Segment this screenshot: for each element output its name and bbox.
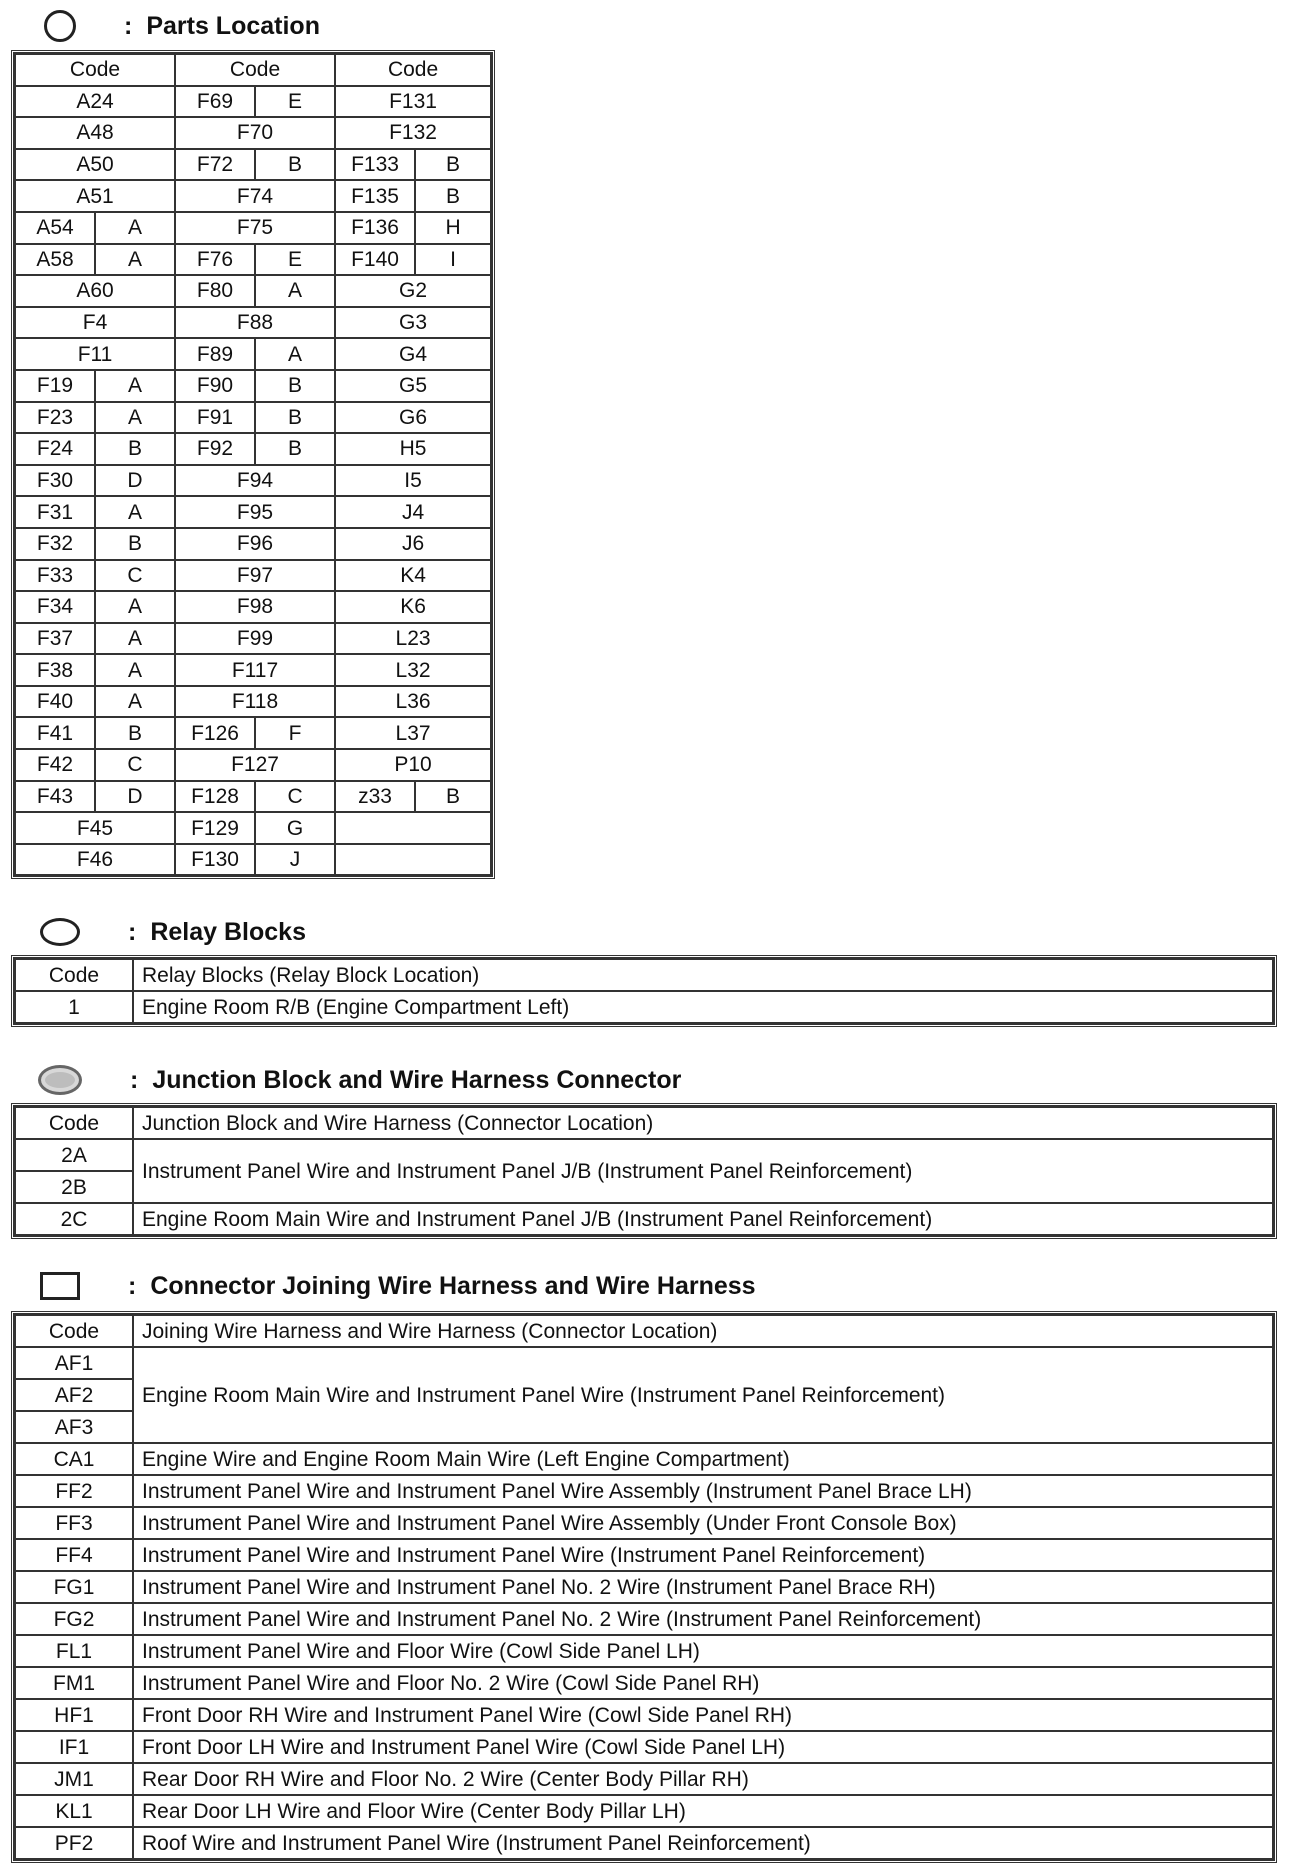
- part-location-letter: B: [415, 781, 491, 813]
- relay-blocks-colon: :: [128, 917, 137, 946]
- part-code: F19: [15, 370, 95, 402]
- part-code: F31: [15, 496, 95, 528]
- part-code: F136: [335, 212, 415, 244]
- part-code: F70: [175, 117, 335, 149]
- part-code: H5: [335, 433, 491, 465]
- part-code: P10: [335, 749, 491, 781]
- part-code: F4: [15, 307, 175, 339]
- connector-code: FF2: [15, 1475, 133, 1507]
- connector-code: HF1: [15, 1699, 133, 1731]
- table-row: [15, 180, 491, 212]
- part-location-letter: B: [95, 528, 175, 560]
- part-code: A24: [15, 86, 175, 118]
- table-row: [15, 991, 1273, 1023]
- part-code: F88: [175, 307, 335, 339]
- junction-block-colon: :: [130, 1065, 139, 1094]
- relay-blocks-heading: [40, 914, 306, 950]
- part-location-letter: C: [95, 749, 175, 781]
- connector-code: KL1: [15, 1795, 133, 1827]
- part-code: A60: [15, 275, 175, 307]
- part-code: [335, 844, 491, 876]
- part-code: F128: [175, 781, 255, 813]
- connector-desc: Engine Room Main Wire and Instrument Panel Wire (Instrument Panel Reinforcement): [133, 1347, 1273, 1443]
- connector-joining-header-code: Code: [15, 1315, 133, 1347]
- table-row: [15, 560, 491, 592]
- table-row: [15, 1203, 1273, 1235]
- table-row: [15, 1443, 1273, 1475]
- part-code: F118: [175, 686, 335, 718]
- circle-symbol-icon: [44, 10, 76, 42]
- relay-block-desc: Engine Room R/B (Engine Compartment Left): [133, 991, 1273, 1023]
- junction-block-table: [14, 1106, 1274, 1236]
- table-row: [15, 402, 491, 434]
- part-location-letter: A: [95, 654, 175, 686]
- table-row: [15, 591, 491, 623]
- part-location-letter: B: [95, 433, 175, 465]
- part-code: F46: [15, 844, 175, 876]
- relay-blocks-header-row: [15, 959, 1273, 991]
- table-row: [15, 528, 491, 560]
- part-code: A50: [15, 149, 175, 181]
- table-row: [15, 623, 491, 655]
- relay-block-code: 1: [15, 991, 133, 1023]
- part-code: G3: [335, 307, 491, 339]
- part-code: F75: [175, 212, 335, 244]
- connector-desc: Instrument Panel Wire and Instrument Panel Wire Assembly (Instrument Panel Brace LH): [133, 1475, 1273, 1507]
- part-code: F11: [15, 338, 175, 370]
- connector-code: FF3: [15, 1507, 133, 1539]
- part-code: F92: [175, 433, 255, 465]
- part-code: F95: [175, 496, 335, 528]
- junction-block-code: 2C: [15, 1203, 133, 1235]
- table-row: [15, 1699, 1273, 1731]
- table-row: [15, 654, 491, 686]
- part-code: F117: [175, 654, 335, 686]
- relay-blocks-table: [14, 958, 1274, 1024]
- table-row: [15, 749, 491, 781]
- table-row: [15, 86, 491, 118]
- table-row: [15, 465, 491, 497]
- table-row: [15, 1539, 1273, 1571]
- part-location-letter: B: [415, 180, 491, 212]
- part-code: G2: [335, 275, 491, 307]
- part-code: F91: [175, 402, 255, 434]
- part-code: [335, 812, 491, 844]
- table-row: [15, 433, 491, 465]
- table-row: [15, 686, 491, 718]
- part-location-letter: D: [95, 781, 175, 813]
- parts-location-heading: [44, 8, 320, 44]
- connector-desc: Instrument Panel Wire and Instrument Panel No. 2 Wire (Instrument Panel Brace RH): [133, 1571, 1273, 1603]
- oval-symbol-icon: [40, 918, 80, 946]
- table-row: [15, 117, 491, 149]
- connector-code: AF2: [15, 1379, 133, 1411]
- junction-block-header-code: Code: [15, 1107, 133, 1139]
- table-row: [15, 244, 491, 276]
- part-code: L36: [335, 686, 491, 718]
- table-row: [15, 1763, 1273, 1795]
- connector-code: CA1: [15, 1443, 133, 1475]
- connector-joining-header-desc: Joining Wire Harness and Wire Harness (Connector Location): [133, 1315, 1273, 1347]
- junction-block-header-desc: Junction Block and Wire Harness (Connector Location): [133, 1107, 1273, 1139]
- part-code: F32: [15, 528, 95, 560]
- connector-joining-title: Connector Joining Wire Harness and Wire Harness: [150, 1271, 756, 1300]
- part-code: F90: [175, 370, 255, 402]
- table-row: [15, 338, 491, 370]
- connector-desc: Rear Door LH Wire and Floor Wire (Center Body Pillar LH): [133, 1795, 1273, 1827]
- part-code: F140: [335, 244, 415, 276]
- connector-desc: Front Door RH Wire and Instrument Panel Wire (Cowl Side Panel RH): [133, 1699, 1273, 1731]
- table-row: [15, 496, 491, 528]
- connector-code: AF3: [15, 1411, 133, 1443]
- junction-block-desc: Instrument Panel Wire and Instrument Panel J/B (Instrument Panel Reinforcement): [133, 1139, 1273, 1203]
- filled-oval-symbol-icon: [38, 1065, 82, 1095]
- part-location-letter: B: [255, 149, 335, 181]
- connector-code: AF1: [15, 1347, 133, 1379]
- part-code: F30: [15, 465, 95, 497]
- table-row: [15, 1571, 1273, 1603]
- junction-block-code: 2B: [15, 1171, 133, 1203]
- part-code: F41: [15, 717, 95, 749]
- part-code: F23: [15, 402, 95, 434]
- connector-desc: Instrument Panel Wire and Floor No. 2 Wire (Cowl Side Panel RH): [133, 1667, 1273, 1699]
- junction-block-code: 2A: [15, 1139, 133, 1171]
- part-location-letter: A: [95, 244, 175, 276]
- part-code: F135: [335, 180, 415, 212]
- table-row: [15, 781, 491, 813]
- table-row: [15, 1667, 1273, 1699]
- part-location-letter: B: [255, 402, 335, 434]
- part-location-letter: F: [255, 717, 335, 749]
- part-location-letter: A: [95, 402, 175, 434]
- parts-location-header-code: Code: [15, 54, 175, 86]
- part-code: F129: [175, 812, 255, 844]
- table-row: [15, 1795, 1273, 1827]
- part-location-letter: A: [95, 623, 175, 655]
- junction-block-heading: [38, 1062, 681, 1098]
- table-row: [15, 1635, 1273, 1667]
- table-row: [15, 717, 491, 749]
- parts-location-colon: :: [124, 11, 133, 40]
- part-code: G5: [335, 370, 491, 402]
- table-row: [15, 149, 491, 181]
- connector-joining-header-row: [15, 1315, 1273, 1347]
- table-row: [15, 1139, 1273, 1171]
- junction-block-header-row: [15, 1107, 1273, 1139]
- connector-joining-colon: :: [128, 1271, 137, 1300]
- part-location-letter: J: [255, 844, 335, 876]
- part-code: I5: [335, 465, 491, 497]
- part-location-letter: E: [255, 244, 335, 276]
- part-location-letter: B: [255, 370, 335, 402]
- part-code: A51: [15, 180, 175, 212]
- junction-block-title: Junction Block and Wire Harness Connector: [152, 1065, 682, 1094]
- relay-blocks-header-code: Code: [15, 959, 133, 991]
- part-code: F126: [175, 717, 255, 749]
- part-code: A58: [15, 244, 95, 276]
- part-code: F99: [175, 623, 335, 655]
- relay-blocks-header-desc: Relay Blocks (Relay Block Location): [133, 959, 1273, 991]
- part-code: K6: [335, 591, 491, 623]
- part-location-letter: A: [95, 496, 175, 528]
- part-code: F37: [15, 623, 95, 655]
- connector-code: IF1: [15, 1731, 133, 1763]
- connector-joining-heading: [40, 1268, 756, 1304]
- parts-location-title: Parts Location: [146, 11, 320, 40]
- part-code: F72: [175, 149, 255, 181]
- part-location-letter: D: [95, 465, 175, 497]
- part-code: F45: [15, 812, 175, 844]
- part-code: F24: [15, 433, 95, 465]
- part-location-letter: I: [415, 244, 491, 276]
- part-code: F127: [175, 749, 335, 781]
- table-row: [15, 1731, 1273, 1763]
- connector-desc: Instrument Panel Wire and Floor Wire (Cowl Side Panel LH): [133, 1635, 1273, 1667]
- part-code: F80: [175, 275, 255, 307]
- parts-location-header-code: Code: [335, 54, 491, 86]
- part-location-letter: B: [415, 149, 491, 181]
- part-code: A48: [15, 117, 175, 149]
- part-location-letter: A: [255, 275, 335, 307]
- rectangle-symbol-icon: [40, 1272, 80, 1300]
- connector-code: FM1: [15, 1667, 133, 1699]
- part-code: L32: [335, 654, 491, 686]
- part-code: F133: [335, 149, 415, 181]
- connector-desc: Instrument Panel Wire and Instrument Panel Wire Assembly (Under Front Console Box): [133, 1507, 1273, 1539]
- table-row: [15, 1475, 1273, 1507]
- connector-code: FF4: [15, 1539, 133, 1571]
- table-row: [15, 844, 491, 876]
- part-code: J6: [335, 528, 491, 560]
- junction-block-desc: Engine Room Main Wire and Instrument Panel J/B (Instrument Panel Reinforcement): [133, 1203, 1273, 1235]
- part-code: L37: [335, 717, 491, 749]
- parts-location-header-code: Code: [175, 54, 335, 86]
- table-row: [15, 1603, 1273, 1635]
- part-code: J4: [335, 496, 491, 528]
- part-code: F94: [175, 465, 335, 497]
- part-location-letter: B: [255, 433, 335, 465]
- part-location-letter: A: [95, 686, 175, 718]
- part-code: F34: [15, 591, 95, 623]
- part-location-letter: H: [415, 212, 491, 244]
- part-code: F40: [15, 686, 95, 718]
- relay-blocks-title: Relay Blocks: [150, 917, 306, 946]
- part-code: F98: [175, 591, 335, 623]
- connector-code: FL1: [15, 1635, 133, 1667]
- connector-desc: Rear Door RH Wire and Floor No. 2 Wire (Center Body Pillar RH): [133, 1763, 1273, 1795]
- connector-code: FG2: [15, 1603, 133, 1635]
- parts-location-header-row: [15, 54, 491, 86]
- connector-desc: Front Door LH Wire and Instrument Panel Wire (Cowl Side Panel LH): [133, 1731, 1273, 1763]
- part-location-letter: E: [255, 86, 335, 118]
- parts-location-table: [14, 53, 492, 876]
- part-code: z33: [335, 781, 415, 813]
- part-code: F38: [15, 654, 95, 686]
- table-row: [15, 1507, 1273, 1539]
- part-location-letter: B: [95, 717, 175, 749]
- table-row: [15, 1827, 1273, 1859]
- part-code: F89: [175, 338, 255, 370]
- table-row: [15, 1347, 1273, 1379]
- table-row: [15, 370, 491, 402]
- table-row: [15, 275, 491, 307]
- connector-code: JM1: [15, 1763, 133, 1795]
- part-code: F97: [175, 560, 335, 592]
- connector-desc: Instrument Panel Wire and Instrument Panel No. 2 Wire (Instrument Panel Reinforcement): [133, 1603, 1273, 1635]
- table-row: [15, 212, 491, 244]
- part-location-letter: A: [255, 338, 335, 370]
- part-code: F130: [175, 844, 255, 876]
- connector-desc: Roof Wire and Instrument Panel Wire (Instrument Panel Reinforcement): [133, 1827, 1273, 1859]
- part-code: A54: [15, 212, 95, 244]
- part-code: F43: [15, 781, 95, 813]
- part-code: F131: [335, 86, 491, 118]
- part-location-letter: A: [95, 370, 175, 402]
- part-code: G6: [335, 402, 491, 434]
- part-location-letter: C: [95, 560, 175, 592]
- part-code: G4: [335, 338, 491, 370]
- connector-desc: Instrument Panel Wire and Instrument Panel Wire (Instrument Panel Reinforcement): [133, 1539, 1273, 1571]
- part-location-letter: G: [255, 812, 335, 844]
- connector-code: FG1: [15, 1571, 133, 1603]
- part-location-letter: A: [95, 591, 175, 623]
- part-code: F33: [15, 560, 95, 592]
- part-location-letter: C: [255, 781, 335, 813]
- part-code: K4: [335, 560, 491, 592]
- connector-code: PF2: [15, 1827, 133, 1859]
- part-code: L23: [335, 623, 491, 655]
- part-code: F42: [15, 749, 95, 781]
- part-code: F96: [175, 528, 335, 560]
- part-code: F74: [175, 180, 335, 212]
- part-code: F76: [175, 244, 255, 276]
- part-code: F69: [175, 86, 255, 118]
- part-code: F132: [335, 117, 491, 149]
- table-row: [15, 307, 491, 339]
- connector-desc: Engine Wire and Engine Room Main Wire (Left Engine Compartment): [133, 1443, 1273, 1475]
- connector-joining-table: [14, 1314, 1274, 1860]
- part-location-letter: A: [95, 212, 175, 244]
- table-row: [15, 812, 491, 844]
